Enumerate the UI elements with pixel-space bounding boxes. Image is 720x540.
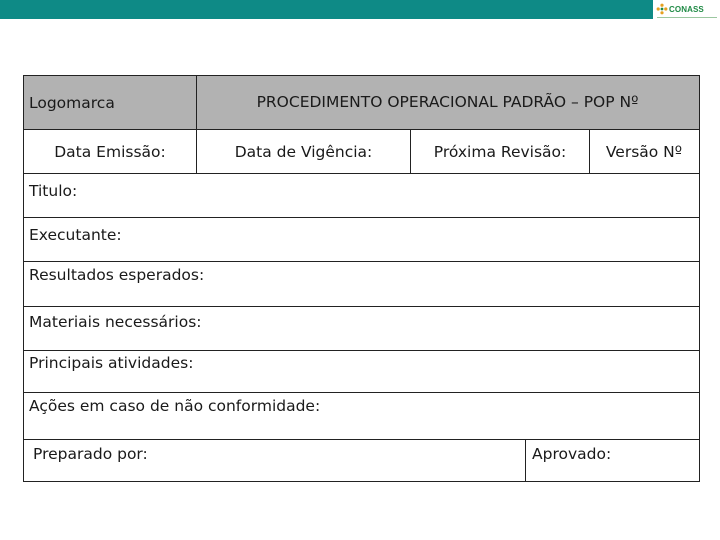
logo-cell <box>24 76 197 129</box>
next-review-cell[interactable] <box>411 130 590 173</box>
validity-date-label: Data de Vigência: <box>234 142 373 161</box>
prepared-by-cell[interactable] <box>24 440 526 481</box>
version-cell[interactable] <box>590 130 698 173</box>
version-label: Versão Nº <box>605 142 683 161</box>
validity-date-cell[interactable] <box>197 130 411 173</box>
conass-logo-underline <box>657 17 717 18</box>
materials-field-label: Materiais necessários: <box>29 313 202 331</box>
next-review-label: Próxima Revisão: <box>433 142 567 161</box>
executor-field-row[interactable] <box>24 218 699 262</box>
expected-results-field-label: Resultados esperados: <box>29 266 205 284</box>
prepared-by-label: Preparado por: <box>33 445 148 463</box>
dates-row <box>24 130 699 174</box>
conass-logo-text: CONASS <box>669 5 704 14</box>
emission-date-label: Data Emissão: <box>54 142 166 161</box>
nonconformity-field-label: Ações em caso de não conformidade: <box>29 397 321 415</box>
conass-logo <box>653 0 720 22</box>
pop-form <box>23 75 700 482</box>
materials-field-row[interactable] <box>24 307 699 351</box>
form-title: PROCEDIMENTO OPERACIONAL PADRÃO – POP Nº <box>256 92 639 111</box>
executor-field-label: Executante: <box>29 226 122 244</box>
title-field-row[interactable] <box>24 174 699 218</box>
approved-label: Aprovado: <box>532 445 612 463</box>
form-header-row <box>24 76 699 130</box>
expected-results-field-row[interactable] <box>24 262 699 307</box>
emission-date-cell[interactable] <box>24 130 197 173</box>
title-field-label: Titulo: <box>29 182 78 200</box>
form-title-cell <box>197 76 698 129</box>
activities-field-label: Principais atividades: <box>29 354 194 372</box>
conass-logo-icon <box>656 3 668 15</box>
activities-field-row[interactable] <box>24 351 699 393</box>
logo-label: Logomarca <box>29 93 115 112</box>
approved-cell[interactable] <box>526 440 698 481</box>
signature-row <box>24 440 699 481</box>
top-banner <box>0 0 720 19</box>
nonconformity-field-row[interactable] <box>24 393 699 440</box>
